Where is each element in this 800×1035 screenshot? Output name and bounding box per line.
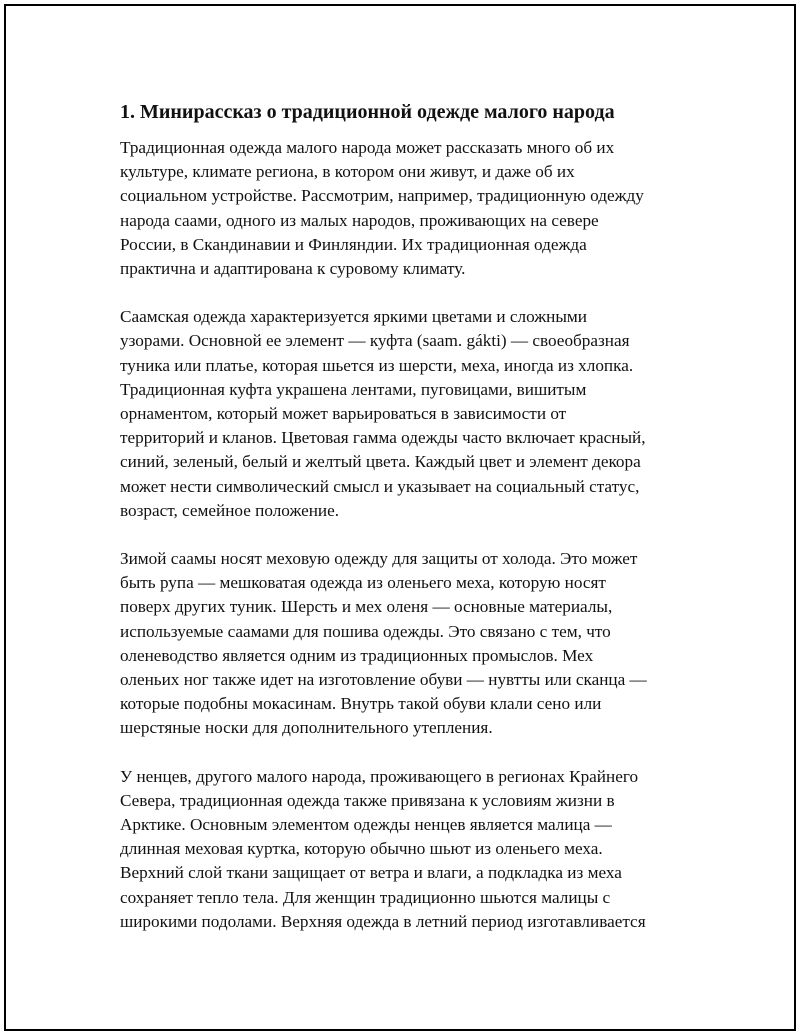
paragraph xyxy=(120,547,695,741)
text-line: практична и адаптирована к суровому климату. xyxy=(120,259,466,279)
text-line: Саамская одежда характеризуется яркими цветами и сложными xyxy=(120,307,587,327)
text-line: используемые саамами для пошива одежды. Это связано с тем, что xyxy=(120,621,611,641)
text-line: Традиционная куфта украшена лентами, пуговицами, вишитым xyxy=(120,379,587,399)
text-line: поверх других туник. Шерсть и мех оленя — основные материалы, xyxy=(120,597,613,617)
text-line: оленеводство является одним из традиционных промыслов. Мех xyxy=(120,645,594,665)
text-line: народа саами, одного из малых народов, проживающих на севере xyxy=(120,210,599,230)
text-line: территорий и кланов. Цветовая гамма одежды часто включает красный, xyxy=(120,428,646,448)
text-line: Традиционная одежда малого народа может рассказать много об их xyxy=(120,138,615,157)
paragraphs-container xyxy=(120,136,695,934)
text-line: может нести символический смысл и указывает на социальный статус, xyxy=(120,476,640,496)
section-heading: 1. Минирассказ о традиционной одежде малого народа xyxy=(120,101,615,123)
document-body xyxy=(120,98,695,958)
text-line: синий, зеленый, белый и желтый цвета. Каждый цвет и элемент декора xyxy=(120,452,641,472)
text-line: туника или платье, которая шьется из шерсти, меха, иногда из хлопка. xyxy=(120,355,634,375)
text-line: длинная меховая куртка, которую обычно шьют из оленьего меха. xyxy=(120,839,603,859)
text-line: У ненцев, другого малого народа, проживающего в регионах Крайнего xyxy=(120,766,639,786)
text-line: широкими подолами. Верхняя одежда в летний период изготавливается xyxy=(120,911,646,931)
text-line: которые подобны мокасинам. Внутрь такой обуви клали сено или xyxy=(120,694,602,714)
text-line: Зимой саамы носят меховую одежду для защиты от холода. Это может xyxy=(120,549,638,569)
paragraph xyxy=(120,136,695,281)
text-line: культуре, климате региона, в котором они живут, и даже об их xyxy=(120,162,575,182)
text-line: Севера, традиционная одежда также привязана к условиям жизни в xyxy=(120,790,615,810)
paragraph xyxy=(120,765,695,934)
text-line: шерстяные носки для дополнительного утепления. xyxy=(120,718,493,738)
text-line: быть рупа — мешковатая одежда из оленьего меха, которую носят xyxy=(120,573,606,593)
text-line: узорами. Основной ее элемент — куфта (saam. gákti) — своеобразная xyxy=(120,331,630,351)
text-line: возраст, семейное положение. xyxy=(120,500,340,520)
text-line: орнаментом, который может варьироваться в зависимости от xyxy=(120,404,567,424)
text-line: социальном устройстве. Рассмотрим, например, традиционную одежду xyxy=(120,186,644,206)
paragraph xyxy=(120,305,695,523)
text-line: Верхний слой ткани защищает от ветра и влаги, а подкладка из меха xyxy=(120,863,622,883)
text-line: оленьих ног также идет на изготовление обуви — нувтты или сканца — xyxy=(120,670,647,690)
text-line: России, в Скандинавии и Финляндии. Их традиционная одежда xyxy=(120,234,587,254)
text-line: сохраняет тепло тела. Для женщин традиционно шьются малицы с xyxy=(120,887,611,907)
text-line: Арктике. Основным элементом одежды ненцев является малица — xyxy=(120,815,612,835)
page-frame xyxy=(4,4,796,1031)
